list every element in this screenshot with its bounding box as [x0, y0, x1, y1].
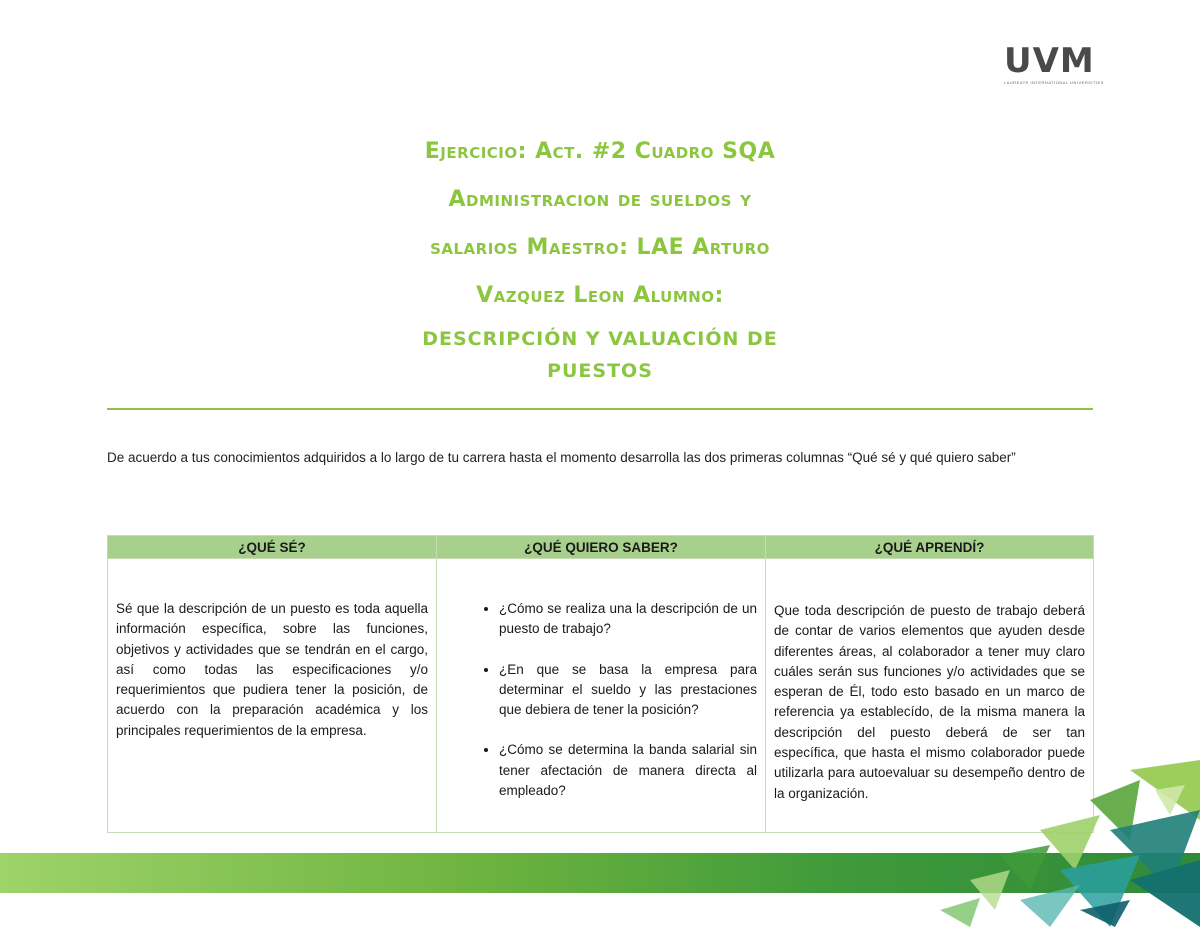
title-line-3: salarios Maestro: LAE Arturo: [430, 235, 770, 260]
subtitle-line-2: PUESTOS: [547, 360, 653, 382]
header-que-quiero-saber: ¿QUÉ QUIERO SABER?: [437, 536, 766, 559]
header-que-se: ¿QUÉ SÉ?: [108, 536, 437, 559]
title-divider: [107, 408, 1093, 410]
list-item: • ¿Cómo se determina la banda salarial sin tener afectación de manera directa al empleado?: [499, 740, 757, 801]
questions-list: [445, 599, 757, 801]
list-item: • ¿En que se basa la empresa para determinar el sueldo y las prestaciones que debiera de tener la posición?: [499, 660, 757, 721]
title-line-1: Ejercicio: Act. #2 Cuadro SQA: [424, 139, 776, 164]
logo-tagline: LAUREATE INTERNATIONAL UNIVERSITIES: [1004, 80, 1104, 85]
title-line-4: Vazquez Leon Alumno:: [476, 283, 724, 308]
header-que-aprendi: ¿QUÉ APRENDÍ?: [766, 536, 1094, 559]
list-item: • ¿Cómo se realiza una la descripción de un puesto de trabajo?: [499, 599, 757, 640]
que-aprendi-text: Que toda descripción de puesto de trabajo deberá de contar de varios elementos que ayuden desde diferentes áreas, al colaborador a tener muy claro cuáles serán sus funciones y/o actividades que se esperan de Él, todo esto basado en un marco de referencia ya establecído, de la misma manera la descripción del puesto deberá de ser tan específica, que hasta el mismo colaborador puede utilizarla para autoevaluar su desempeño dentro de la organización.: [774, 603, 1085, 801]
intro-paragraph: De acuerdo a tus conocimientos adquiridos a lo largo de tu carrera hasta el momento desarrolla las dos primeras columnas “Qué sé y qué quiero saber”: [107, 450, 1016, 465]
que-se-text: Sé que la descripción de un puesto es toda aquella información específica, sobre las funciones, objetivos y actividades que se tendrán en el cargo, así como todas las especificaciones y/o requerimientos que pudiera tener la posición, de acuerdo con la preparación académica y los principales requerimientos de la empresa.: [116, 601, 428, 738]
title-line-2: Administracion de sueldos y: [448, 187, 752, 212]
document-title: [200, 128, 1000, 384]
uvm-logo: [1004, 41, 1104, 90]
subtitle-line-1: DESCRIPCIÓN Y VALUACIÓN DE: [422, 328, 778, 350]
logo-text: UVM: [1004, 41, 1095, 81]
cell-que-quiero-saber: [437, 559, 766, 833]
table-header-row: [108, 536, 1094, 559]
cell-que-se: [108, 559, 437, 833]
decorative-triangles-graphic: [900, 760, 1200, 927]
